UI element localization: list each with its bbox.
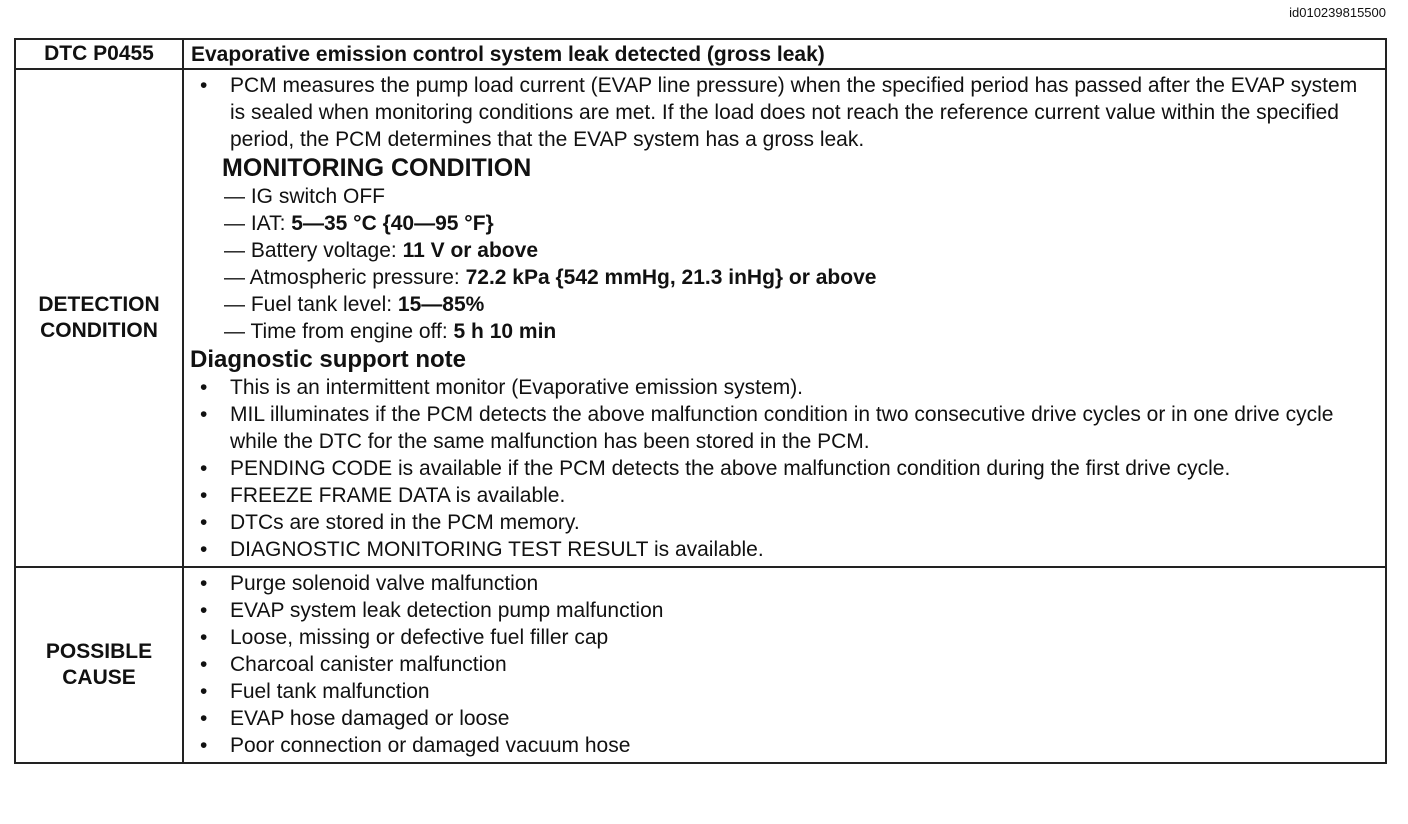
causes-label [15,567,183,763]
condition-item: — Atmospheric pressure: 72.2 kPa {542 mmHg, 21.3 inHg} or above [224,266,877,289]
support-notes [184,374,1377,563]
support-heading: Diagnostic support note [190,346,466,373]
note-item: • DTCs are stored in the PCM memory. [184,509,1377,536]
header-row [15,39,1386,69]
cause-item: • Charcoal canister malfunction [184,651,1377,678]
detection-label-line1: DETECTION [38,293,160,316]
condition-item: — IG switch OFF [224,185,386,208]
monitoring-heading: MONITORING CONDITION [222,154,532,182]
detection-label [15,69,183,567]
condition-item: — Fuel tank level: 15—85% [224,293,485,316]
document-id: id010239815500 [1289,5,1386,20]
cause-item: • Purge solenoid valve malfunction [184,570,1377,597]
causes-label-line2: CAUSE [62,666,136,689]
condition-item: — IAT: 5—35 °C {40—95 °F} [224,212,494,235]
detection-content [183,69,1386,567]
detection-label-line2: CONDITION [40,319,158,342]
causes-list [184,570,1377,759]
cause-item: • Poor connection or damaged vacuum hose [184,732,1377,759]
dtc-table [14,38,1387,764]
cause-item: • Fuel tank malfunction [184,678,1377,705]
dtc-code: DTC P0455 [15,39,183,69]
note-item: • MIL illuminates if the PCM detects the above malfunction condition in two consecutive drive cycles or in one drive cycle while the DTC for the same malfunction has been stored in the PCM. [184,401,1377,455]
dtc-title: Evaporative emission control system leak detected (gross leak) [183,39,1386,69]
note-item: • PENDING CODE is available if the PCM detects the above malfunction condition during the first drive cycle. [184,455,1377,482]
detection-intro: • PCM measures the pump load current (EVAP line pressure) when the specified period has passed after the EVAP system is sealed when monitoring conditions are met. If the load does not reach the reference current value within the specified period, the PCM determines that the EVAP system has a gross leak. [184,72,1377,153]
causes-label-line1: POSSIBLE [45,640,153,663]
note-item: • This is an intermittent monitor (Evaporative emission system). [184,374,1377,401]
condition-item: — Time from engine off: 5 h 10 min [224,320,557,343]
note-item: • DIAGNOSTIC MONITORING TEST RESULT is available. [184,536,1377,563]
monitoring-list [184,183,1377,345]
condition-item: — Battery voltage: 11 V or above [224,239,538,262]
detection-row [15,69,1386,567]
causes-content [183,567,1386,763]
cause-item: • EVAP system leak detection pump malfunction [184,597,1377,624]
cause-item: • EVAP hose damaged or loose [184,705,1377,732]
cause-item: • Loose, missing or defective fuel filler cap [184,624,1377,651]
causes-row [15,567,1386,763]
note-item: • FREEZE FRAME DATA is available. [184,482,1377,509]
